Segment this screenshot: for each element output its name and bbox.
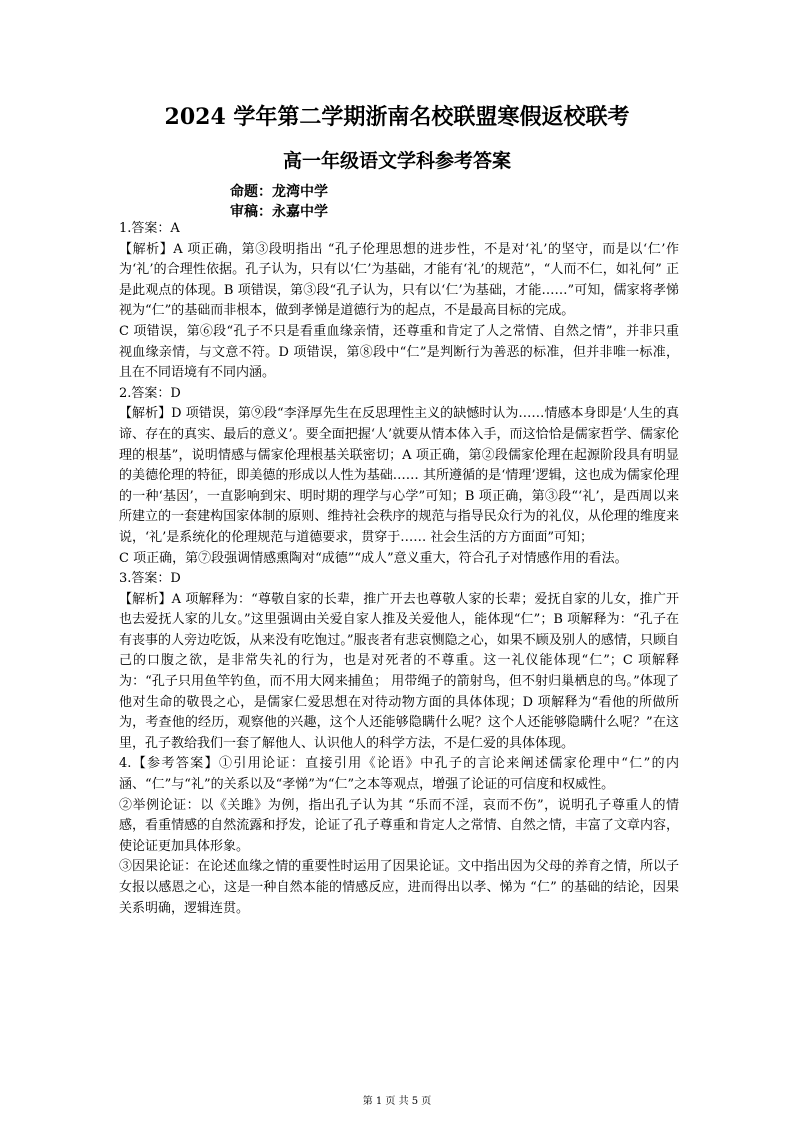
answer-2-analysis-cont: C 项正确，第⑦段强调情感熏陶对“成德”“成人”意义重大，符合孔子对情感作用的看法。 (119, 550, 628, 566)
answer-4-reference: 4.【参考答案】①引用论证：直接引用《论语》中孔子的言论来阐述儒家伦理中“仁”的内涵、“仁”与“礼”的关系以及“孝悌”为“仁”之本等观点，增强了论证的可信度和权威性。 (119, 756, 679, 793)
page-footer: 第 1 页 共 5 页 (362, 1096, 432, 1107)
answer-1-analysis: 【解析】A 项正确，第③段明指出 “孔子伦理思想的进步性，不是对‘礼’的坚守，而是以‘仁’作为‘礼’的合理性依据。孔子认为，只有以‘仁’为基础，才能有‘礼’的规范”，“人而不仁，如礼何” 正是此观点的体现。B 项错误，第③段“孔子认为，只有以‘仁’为基础，才能……”可知，儒家将孝悌视为“仁”的基础而非根本，做到孝悌是道德行为的起点，不是最高目标的完成。 (119, 241, 679, 319)
answer-2-analysis: 【解析】D 项错误，第⑨段“李泽厚先生在反思理性主义的缺憾时认为……情感本身即是‘人生的真谛、存在的真实、最后的意义’。要全面把握‘人’就要从情本体入手，而这恰恰是儒家哲学、儒家伦理的根基”，说明情感与儒家伦理根基关联密切；A 项正确，第②段儒家伦理在起源阶段具有明显的美德伦理的特征，即美德的形成以人性为基础…… 其所遵循的是‘情理’逻辑，这也成为儒家伦理的一种‘基因’，一直影响到宋、明时期的理学与心学”可知；B 项正确，第③段“‘礼’，是西周以来所建立的一套建构国家体制的原则、维持社会秩序的规范与指导民众行为的礼仪，从伦理的维度来说，‘礼’是系统化的伦理规范与道德要求，贯穿于…… 社会生活的方方面面”可知； (119, 406, 679, 545)
page-subtitle: 高一年级语文学科参考答案 (282, 150, 511, 172)
answer-4-point-3: ③因果论证：在论述血缘之情的重要性时运用了因果论证。文中指出因为父母的养育之情，所以子女报以感恩之心，这是一种自然本能的情感反应，进而得出以孝、悌为 “仁” 的基础的结论，因果关系明确，逻辑连贯。 (119, 859, 679, 916)
proposer-line: 命题：龙湾中学 (230, 184, 328, 200)
answer-3-analysis: 【解析】A 项解释为：“尊敬自家的长辈，推广开去也尊敬人家的长辈；爱抚自家的儿女，推广开也去爱抚人家的儿女。”这里强调由关爱自家人推及关爱他人，能体现“仁”；B 项解释为：“孔子在有丧事的人旁边吃饭，从来没有吃饱过。”服丧者有悲哀恻隐之心，如果不顾及别人的感情，只顾自己的口腹之欲，是非常失礼的行为，也是对死者的不尊重。这一礼仪能体现“仁”；C 项解释为：“孔子只用鱼竿钓鱼，而不用大网来捕鱼； 用带绳子的箭射鸟，但不射归巢栖息的鸟。”体现了他对生命的敬畏之心，是儒家仁爱思想在对待动物方面的具体体现；D 项解释为“看他的所做所为，考查他的经历，观察他的兴趣，这个人还能够隐瞒什么呢？这个人还能够隐瞒什么呢？”在这里，孔子教给我们一套了解他人、认识他人的科学方法，不是仁爱的具体体现。 (119, 591, 679, 751)
answer-3-label: 3.答案：D (119, 571, 181, 587)
answer-body (119, 219, 679, 919)
answer-1-label: 1.答案：A (119, 221, 180, 236)
page-title: 2024 学年第二学期浙南名校联盟寒假返校联考 (164, 104, 630, 130)
answer-2-label: 2.答案：D (119, 385, 181, 401)
answer-1-analysis-cont: C 项错误，第⑥段“孔子不只是看重血缘亲情，还尊重和肯定了人之常情、自然之情”，并非只重视血缘亲情，与文意不符。D 项错误，第⑧段中“仁”是判断行为善恶的标准，但并非唯一标准，且在不同语境有不同内涵。 (119, 323, 679, 381)
answer-4-point-2: ②举例论证：以《关雎》为例，指出孔子认为其 “乐而不淫，哀而不伤”，说明孔子尊重人的情感，看重情感的自然流露和抒发，论证了孔子尊重和肯定人之常情、自然之情，丰富了文章内容，使论证更加具体形象。 (119, 797, 679, 854)
reviewer-line: 审稿：永嘉中学 (230, 204, 328, 220)
